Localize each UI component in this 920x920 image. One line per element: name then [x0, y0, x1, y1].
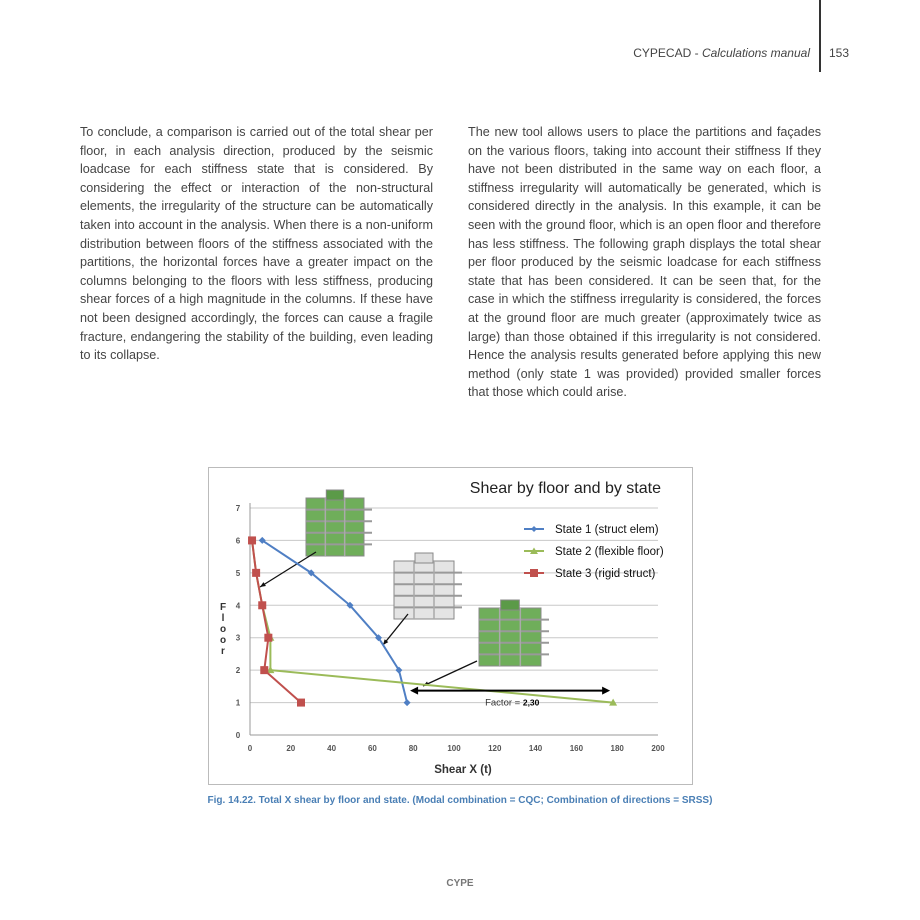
factor-label: [485, 698, 540, 709]
y-tick-label: 7: [235, 504, 241, 513]
factor-arrowhead-left: [410, 687, 418, 695]
body-column-2: The new tool allows users to place the partitions and façades on the various floors, taking into account their stiffness If they have not been distributed in the same way on each floor, a stiffness irregularity will automatically be generated, which is considered directly in the analysis. In this example, it can be seen with the ground floor, which is an open floor and therefore has less stiffness. The following graph displays the total shear per floor produced by the seismic loadcase for each stiffness state that has been considered. It can be seen that, for the case in which the stiffness irregularity is considered, the forces at the ground floor are much greater (approximately twice as large) than those obtained if this irregularity is not considered. Hence the analysis results generated before applying this new method (only state 1 was provided) provided smaller forces that those which could arise.: [468, 125, 821, 400]
series-line: [252, 540, 301, 702]
y-tick-label: 6: [235, 536, 241, 546]
x-axis-label: Shear X (t): [434, 764, 492, 776]
building-top: [501, 600, 520, 610]
x-tick-label: 0: [247, 744, 253, 753]
series-line: [262, 540, 407, 702]
legend-marker: [530, 569, 538, 577]
building-body: [479, 608, 541, 666]
building-illustration-open-ground: [479, 600, 549, 666]
data-point: [258, 601, 266, 609]
y-tick-label: 1: [235, 698, 241, 708]
x-tick-label: 60: [367, 744, 377, 753]
y-tick-label: 4: [235, 601, 241, 611]
y-axis-label-char: o: [219, 635, 227, 646]
header-title: CYPECAD -: [633, 46, 702, 60]
building-illustration-frame: [394, 553, 462, 619]
y-tick-label: 5: [235, 568, 241, 578]
building-body: [394, 561, 454, 619]
header-divider: [819, 0, 821, 72]
x-tick-label: 180: [610, 744, 624, 753]
data-point: [260, 666, 268, 674]
x-tick-label: 140: [528, 744, 543, 753]
legend-label: State 2 (flexible floor): [555, 546, 664, 558]
factor-value: 2,30: [522, 697, 540, 708]
y-tick-label: 3: [235, 633, 241, 643]
body-column-1: To conclude, a comparison is carried out of the total shear per floor, in each analysis direction, produced by the seismic loadcase for each stiffness state that is considered. By considering the effect or interaction of the non-structural elements, the irregularity of the structure can be automatically taken into account in the analysis. When there is a non-uniform distribution between floors of the stiffness associated with the partitions, the horizontal forces have a greater impact on the columns belonging to the floors with less stiffness, producing shear forces of a high magnitude in the columns. If these have not been designed accordingly, the forces can cause a fragile fracture, endangering the stability of the building, even leading to its collapse.: [80, 125, 433, 363]
building-illustration-walls: [306, 490, 372, 556]
data-point: [264, 634, 272, 642]
x-tick-label: 160: [569, 744, 584, 753]
building-top: [326, 490, 343, 500]
x-tick-label: 100: [447, 744, 461, 753]
factor-label-text: Factor =: [485, 697, 523, 709]
page-number: 153: [829, 46, 850, 60]
data-point: [248, 536, 256, 544]
x-tick-label: 20: [286, 744, 296, 753]
y-axis-label-char: F: [219, 602, 227, 613]
y-tick-label: 0: [235, 731, 241, 740]
legend-label: State 3 (rigid struct): [555, 568, 656, 580]
chart: [208, 467, 693, 785]
y-axis-label-char: l: [221, 613, 225, 624]
y-axis-label-char: o: [219, 624, 227, 635]
x-tick-label: 40: [327, 744, 337, 753]
legend-marker: [531, 526, 537, 532]
factor-arrowhead-right: [602, 687, 610, 695]
data-point: [297, 699, 305, 707]
footer: CYPE: [446, 878, 474, 889]
x-tick-label: 120: [488, 744, 502, 753]
pointer-arrow: [423, 661, 477, 686]
chart-title: Shear by floor and by state: [469, 480, 661, 497]
figure-caption: Fig. 14.22. Total X shear by floor and state. (Modal combination = CQC; Combination of directions = SRSS): [207, 795, 713, 806]
data-point: [252, 569, 260, 577]
building-body: [306, 498, 364, 556]
x-tick-label: 200: [651, 744, 665, 753]
chart-svg: [209, 468, 692, 784]
running-header: [633, 46, 810, 60]
legend-label: State 1 (struct elem): [555, 524, 659, 536]
x-tick-label: 80: [408, 744, 418, 753]
y-axis-label-char: r: [221, 646, 225, 657]
y-tick-label: 2: [235, 666, 241, 676]
building-top: [415, 553, 433, 563]
data-point: [404, 699, 411, 706]
header-title-italic: Calculations manual: [701, 46, 810, 60]
